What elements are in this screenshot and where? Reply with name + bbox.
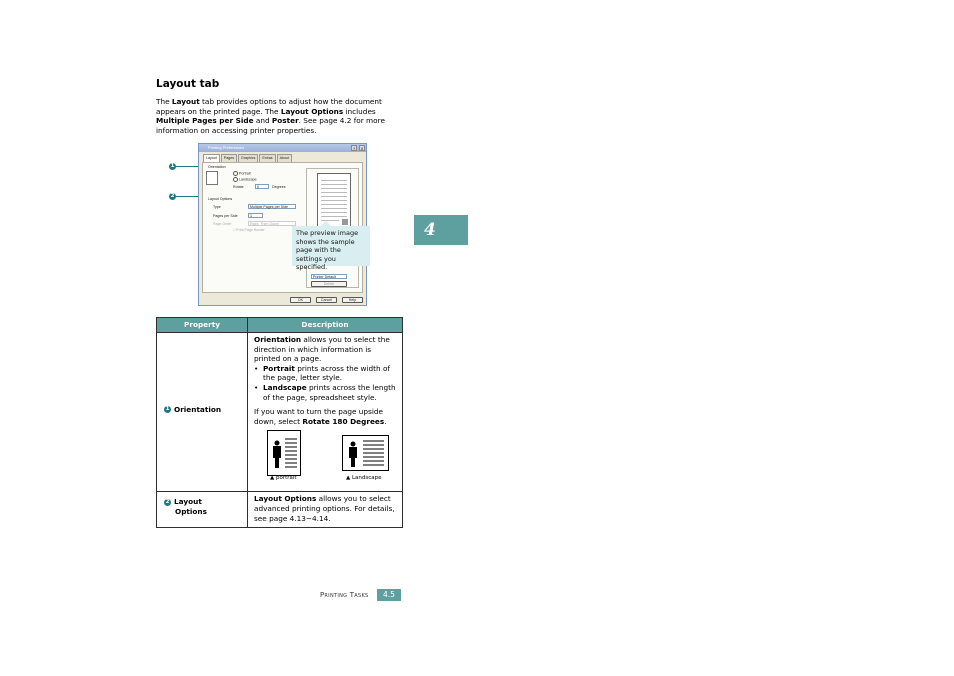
property-layout-options: Layout bbox=[174, 497, 202, 507]
orientation-icon bbox=[206, 171, 218, 185]
intro-paragraph: The Layout tab provides options to adjust how the document appears on the printed page. The Layout Options includes Multiple Pages per Side and Poster. See page 4.2 for more information on accessing printer properties. bbox=[156, 97, 385, 135]
bullet-landscape: • Landscape prints across the length of the page, spreadsheet style. bbox=[254, 382, 396, 402]
landscape-radio[interactable]: Landscape bbox=[233, 177, 257, 182]
footer-section: Printing Tasks bbox=[320, 591, 369, 599]
preview-page bbox=[317, 173, 351, 228]
property-orientation: Orientation bbox=[174, 405, 222, 414]
tab-bar bbox=[203, 154, 293, 162]
description-orientation-cell bbox=[248, 333, 403, 492]
orientation-figures bbox=[254, 430, 397, 488]
table-row bbox=[157, 492, 403, 528]
printing-preferences-screenshot bbox=[198, 143, 367, 306]
rotate-note: If you want to turn the page upside down, select Rotate 180 Degrees. bbox=[254, 407, 387, 426]
pages-per-side-select[interactable]: 1 bbox=[248, 213, 263, 218]
property-layout-options-cell bbox=[157, 492, 248, 528]
favorites-select[interactable]: Printer Default bbox=[311, 274, 347, 279]
tab-layout[interactable]: Layout bbox=[203, 154, 220, 162]
marker-1-table: 1 bbox=[165, 406, 170, 413]
portrait-radio[interactable]: Portrait bbox=[233, 171, 251, 176]
type-select[interactable]: Multiple Pages per Side bbox=[248, 204, 296, 209]
property-table bbox=[156, 317, 403, 528]
marker-2-table: 2 bbox=[165, 498, 170, 505]
degrees-label: Degrees bbox=[272, 185, 286, 189]
cancel-button[interactable]: Cancel bbox=[316, 297, 337, 303]
page-order-label: Page Order bbox=[213, 222, 232, 226]
help-button[interactable]: Help bbox=[342, 297, 363, 303]
landscape-figure bbox=[342, 435, 389, 471]
description-layout-options-cell bbox=[248, 492, 403, 528]
property-orientation-cell bbox=[157, 333, 248, 492]
tab-extras[interactable]: Extras bbox=[259, 154, 275, 162]
chapter-tab: 4 bbox=[414, 215, 468, 245]
preview-callout: The preview image shows the sample page with the settings you specified. bbox=[292, 226, 370, 266]
header-description: Description bbox=[248, 318, 403, 333]
page-order-select[interactable]: Right, Then Down bbox=[248, 221, 296, 226]
orientation-description: Orientation allows you to select the direction in which information is printed on a page. bbox=[254, 335, 390, 364]
header-property: Property bbox=[157, 318, 248, 333]
delete-button[interactable]: Delete bbox=[311, 281, 347, 287]
close-button[interactable]: X bbox=[360, 146, 364, 151]
rotate-select[interactable]: 0 bbox=[255, 184, 269, 189]
tab-about[interactable]: About bbox=[277, 154, 292, 162]
window-title: Printing Preferences bbox=[208, 145, 245, 150]
page-number: 4.5 bbox=[377, 589, 401, 601]
marker-1: 1 bbox=[170, 163, 175, 169]
tab-graphics[interactable]: Graphics bbox=[238, 154, 258, 162]
print-page-border-checkbox[interactable]: □ Print Page Border bbox=[233, 228, 265, 232]
section-heading: Layout tab bbox=[156, 78, 220, 90]
tab-pages[interactable]: Pages bbox=[221, 154, 237, 162]
window-titlebar bbox=[199, 144, 366, 152]
ok-button[interactable]: OK bbox=[290, 297, 311, 303]
layout-options-group-label: Layout Options bbox=[208, 197, 233, 201]
property-layout-options-line2: Options bbox=[175, 506, 207, 516]
rotate-label: Rotate bbox=[233, 185, 244, 189]
portrait-figure bbox=[267, 430, 301, 476]
bullet-portrait: • Portrait prints across the width of the page, letter style. bbox=[254, 363, 390, 383]
marker-2: 2 bbox=[170, 193, 175, 199]
type-label: Type bbox=[213, 205, 221, 209]
orientation-group-label: Orientation bbox=[208, 165, 226, 169]
table-row bbox=[157, 333, 403, 492]
portrait-caption: ▲ portrait bbox=[270, 475, 297, 482]
layout-options-description: Layout Options allows you to select advanced printing options. For details, see page 4.13~4.14. bbox=[254, 494, 395, 523]
landscape-caption: ▲ Landscape bbox=[346, 475, 382, 482]
pages-per-side-label: Pages per Side bbox=[213, 214, 238, 218]
help-title-button[interactable]: ? bbox=[352, 146, 356, 151]
